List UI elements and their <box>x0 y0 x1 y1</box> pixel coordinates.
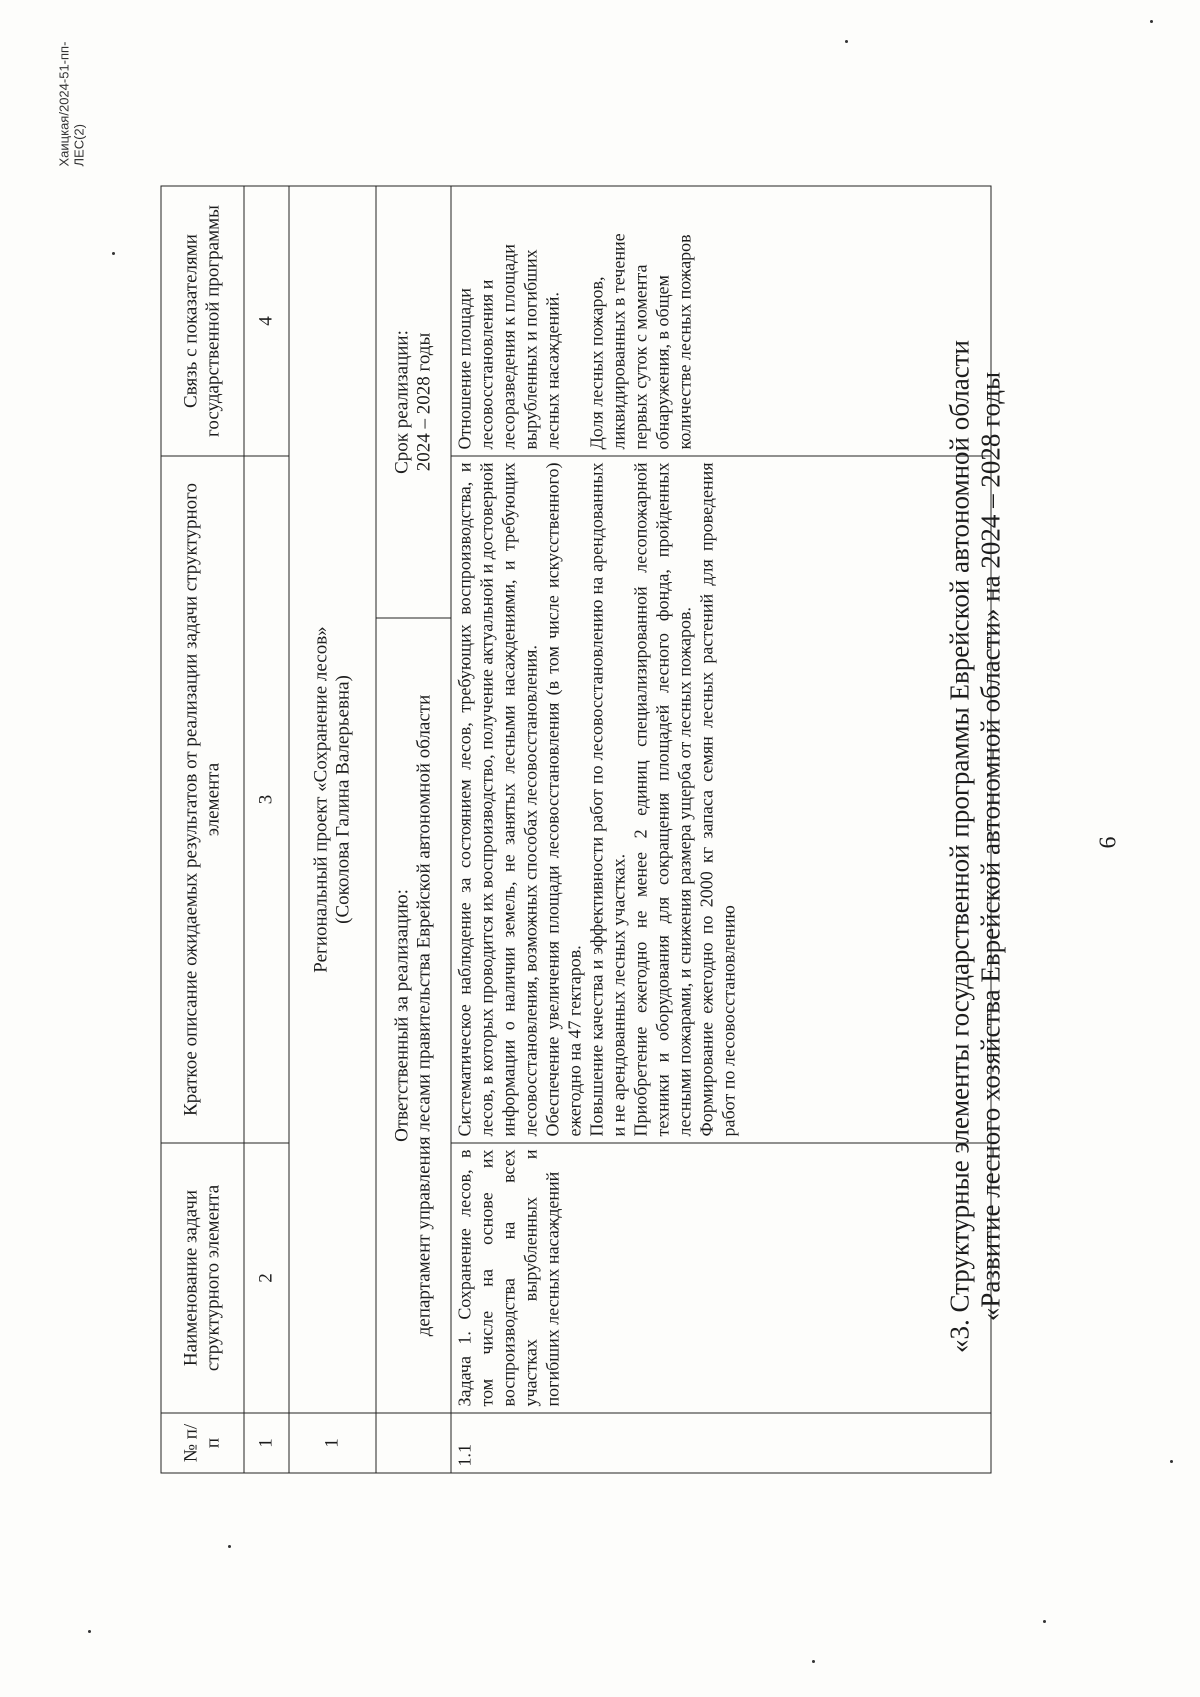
header-line-1: «3. Структурные элементы государственной программы Еврейской автономной области <box>944 340 975 1354</box>
column-number-row <box>244 186 289 1473</box>
term-label: Срок реализации: <box>391 330 413 474</box>
results-cell <box>451 456 991 1143</box>
table-header-row <box>161 186 244 1473</box>
result-item: Систематическое наблюдение за состоянием лесов, требующих воспроизводства, и лесов, в которых проводится их воспроизводство, получение актуальной и достоверной информации о наличии земель, не занятых лесными насаждениями, и требующих лесовосстановления, возможных способах лесовосстановления. <box>454 462 541 1137</box>
column-number: 4 <box>244 186 289 456</box>
result-item: Повышение качества и эффективности работ по лесовосстановлению на арендованных и не арендованных лесных участках. <box>586 462 629 1137</box>
header-link: Связь с показателями государственной программы <box>161 186 244 456</box>
indicator-item: Отношение площади лесовосстановления и лесоразведения к площади вырубленных и погибших лесных насаждений. <box>454 244 563 450</box>
scan-speck <box>812 1660 815 1663</box>
result-item: Приобретение ежегодно не менее 2 единиц специализированной лесопожарной техники и оборудования для сокращения площадей лесного фонда, пройденных лесными пожарами, и снижения размера ущерба от лесных пожаров. <box>630 462 695 1137</box>
header-num: № п/п <box>161 1413 244 1473</box>
project-manager: (Соколова Галина Валерьевна) <box>332 675 354 924</box>
header-line-2: «Развитие лесного хозяйства Еврейской автономной области» на 2024 – 2028 годы <box>975 371 1006 1322</box>
structural-elements-table <box>161 186 992 1474</box>
result-item: Обеспечение увеличения площади лесовосстановления (в том числе искусственного) ежегодно на 47 гектаров. <box>542 462 585 1137</box>
term-cell <box>376 186 451 618</box>
project-row <box>289 186 376 1473</box>
project-title-cell <box>289 186 376 1413</box>
header-description: Краткое описание ожидаемых результатов от реализации задачи структурного элемента <box>161 456 244 1143</box>
scan-speck <box>1150 20 1153 23</box>
responsible-value: департамент управления лесами правительства Еврейской автономной области <box>413 694 435 1337</box>
task-cell <box>451 1143 991 1413</box>
project-num: 1 <box>289 1413 376 1473</box>
indicators-cell <box>451 186 991 456</box>
task-text: Задача 1. Сохранение лесов, в том числе на основе их воспроизводства на всех участках вырубленных и погибших лесных насаждений <box>454 1149 563 1407</box>
indicator-item: Доля лесных пожаров, ликвидированных в течение первых суток с момента обнаружения, в общем количестве лесных пожаров <box>586 233 695 450</box>
scan-speck <box>112 252 115 255</box>
scan-speck <box>1043 1620 1046 1623</box>
responsible-cell <box>376 618 451 1413</box>
document-signature: Хаицкая/2024-51-пп-ЛЕС(2) <box>56 41 87 167</box>
empty-cell <box>376 1413 451 1473</box>
header-task-name: Наименование задачи структурного элемента <box>161 1143 244 1413</box>
column-number: 3 <box>244 456 289 1143</box>
column-number: 1 <box>244 1413 289 1473</box>
task-num: 1.1 <box>451 1413 991 1473</box>
page-number: 6 <box>1095 836 1122 849</box>
result-item: Формирование ежегодно по 2000 кг запаса семян лесных растений для проведения работ по лесовосстановлению <box>696 462 739 1137</box>
responsible-row <box>376 186 451 1473</box>
project-title: Региональный проект «Сохранение лесов» <box>310 626 332 973</box>
responsible-label: Ответственный за реализацию: <box>391 889 413 1142</box>
scan-speck <box>228 1545 231 1548</box>
scan-speck <box>88 1630 91 1633</box>
task-row <box>451 186 991 1473</box>
scan-speck <box>845 40 848 43</box>
term-value: 2024 – 2028 годы <box>413 332 435 472</box>
scan-speck <box>1170 1460 1173 1463</box>
rotated-page <box>1 0 1200 1697</box>
column-number: 2 <box>244 1143 289 1413</box>
